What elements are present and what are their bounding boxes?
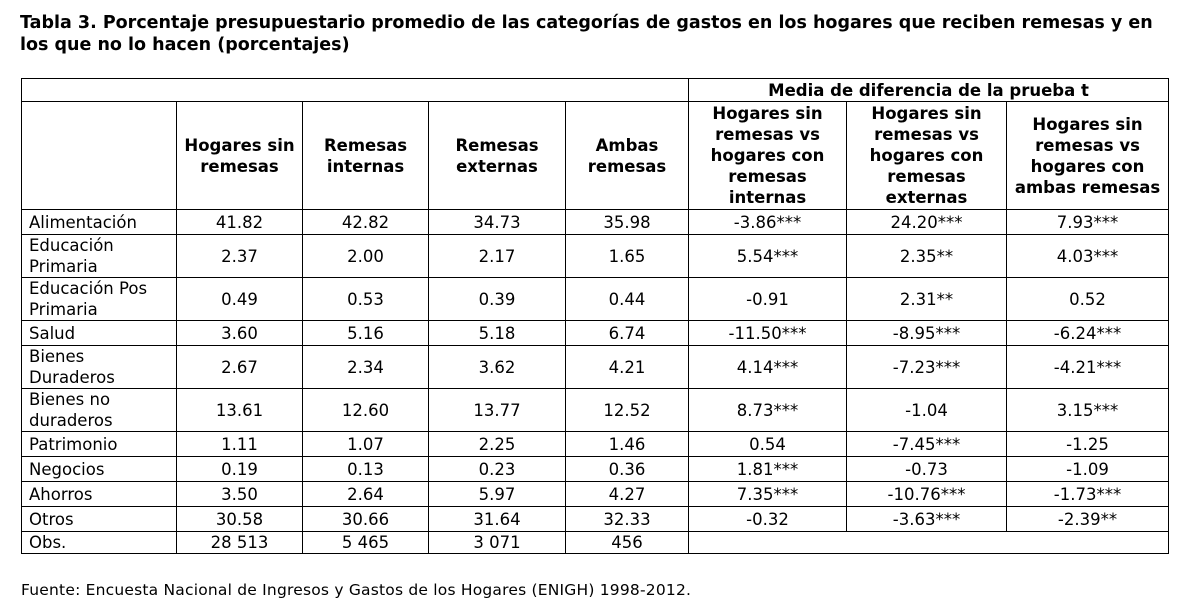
table-title: Tabla 3. Porcentaje presupuestario promedio de las categorías de gastos en los hogares que reciben remesas y en los que no lo hacen (porcentajes) xyxy=(20,13,1153,55)
obs-row xyxy=(22,532,1169,554)
table-cell: 1.81*** xyxy=(689,457,847,482)
table-cell: 2.31** xyxy=(847,278,1007,321)
column-header: Ambas remesas xyxy=(566,102,689,210)
table-cell: -1.04 xyxy=(847,389,1007,432)
table-cell: -0.91 xyxy=(689,278,847,321)
table-cell: 0.44 xyxy=(566,278,689,321)
table-cell: 41.82 xyxy=(177,210,303,235)
table-cell: 0.53 xyxy=(303,278,429,321)
column-header: Hogares sin remesas vs hogares con ambas remesas xyxy=(1007,102,1169,210)
table-cell: 30.58 xyxy=(177,507,303,532)
column-header: Remesas externas xyxy=(429,102,566,210)
row-label: Obs. xyxy=(22,532,177,554)
table-cell: 6.74 xyxy=(566,321,689,346)
table-cell: 3 071 xyxy=(429,532,566,554)
column-header: Hogares sin remesas vs hogares con remesas internas xyxy=(689,102,847,210)
table-cell: -11.50*** xyxy=(689,321,847,346)
row-label: Patrimonio xyxy=(22,432,177,457)
table-cell: 5 465 xyxy=(303,532,429,554)
table-cell: 28 513 xyxy=(177,532,303,554)
table-row xyxy=(22,210,1169,235)
table-cell: 5.54*** xyxy=(689,235,847,278)
table-cell: -7.45*** xyxy=(847,432,1007,457)
table-row xyxy=(22,389,1169,432)
table-cell: -1.25 xyxy=(1007,432,1169,457)
table-cell: 3.15*** xyxy=(1007,389,1169,432)
table-cell: 12.60 xyxy=(303,389,429,432)
column-header-row xyxy=(22,102,1169,210)
table-cell: 3.50 xyxy=(177,482,303,507)
table-cell: 5.97 xyxy=(429,482,566,507)
group-header-row xyxy=(22,79,1169,102)
table-cell: 4.03*** xyxy=(1007,235,1169,278)
table-cell: 34.73 xyxy=(429,210,566,235)
table-cell: 2.17 xyxy=(429,235,566,278)
table-cell: 2.37 xyxy=(177,235,303,278)
table-cell: -3.86*** xyxy=(689,210,847,235)
table-cell: 3.62 xyxy=(429,346,566,389)
table-cell: 5.16 xyxy=(303,321,429,346)
corner-cell xyxy=(22,102,177,210)
row-label: Bienes Duraderos xyxy=(22,346,177,389)
table-cell: 0.13 xyxy=(303,457,429,482)
table-cell: 4.27 xyxy=(566,482,689,507)
row-label: Negocios xyxy=(22,457,177,482)
table-cell: 0.52 xyxy=(1007,278,1169,321)
table-row xyxy=(22,457,1169,482)
table-cell: 8.73*** xyxy=(689,389,847,432)
table-body xyxy=(22,210,1169,532)
table-row xyxy=(22,482,1169,507)
table-cell: 2.25 xyxy=(429,432,566,457)
table-cell: -7.23*** xyxy=(847,346,1007,389)
empty-cell xyxy=(689,532,1169,554)
table-cell: 0.19 xyxy=(177,457,303,482)
table-cell: 2.35** xyxy=(847,235,1007,278)
table-cell: 42.82 xyxy=(303,210,429,235)
row-label: Ahorros xyxy=(22,482,177,507)
table-cell: 1.46 xyxy=(566,432,689,457)
table-cell: 1.65 xyxy=(566,235,689,278)
column-header: Hogares sin remesas vs hogares con remesas externas xyxy=(847,102,1007,210)
row-label: Salud xyxy=(22,321,177,346)
table-cell: 3.60 xyxy=(177,321,303,346)
column-header: Remesas internas xyxy=(303,102,429,210)
table-cell: -2.39** xyxy=(1007,507,1169,532)
table-cell: 2.67 xyxy=(177,346,303,389)
table-cell: 1.07 xyxy=(303,432,429,457)
table-cell: 0.36 xyxy=(566,457,689,482)
table-cell: 2.00 xyxy=(303,235,429,278)
blank-header-cell xyxy=(22,79,689,102)
table-cell: 4.21 xyxy=(566,346,689,389)
source-note: Fuente: Encuesta Nacional de Ingresos y Gastos de los Hogares (ENIGH) 1998-2012. xyxy=(21,581,692,599)
table-cell: -10.76*** xyxy=(847,482,1007,507)
table-cell: 2.34 xyxy=(303,346,429,389)
row-label: Bienes no duraderos xyxy=(22,389,177,432)
table-cell: 0.54 xyxy=(689,432,847,457)
table-cell: 2.64 xyxy=(303,482,429,507)
table-cell: 0.49 xyxy=(177,278,303,321)
table-row xyxy=(22,346,1169,389)
table-cell: -3.63*** xyxy=(847,507,1007,532)
table-cell: 4.14*** xyxy=(689,346,847,389)
row-label: Educación Pos Primaria xyxy=(22,278,177,321)
table-cell: 1.11 xyxy=(177,432,303,457)
table-cell: 456 xyxy=(566,532,689,554)
table-cell: 0.23 xyxy=(429,457,566,482)
table-cell: -4.21*** xyxy=(1007,346,1169,389)
table-cell: -1.09 xyxy=(1007,457,1169,482)
column-header: Hogares sin remesas xyxy=(177,102,303,210)
table-row xyxy=(22,235,1169,278)
table-cell: -8.95*** xyxy=(847,321,1007,346)
table-cell: 13.61 xyxy=(177,389,303,432)
table-cell: 7.93*** xyxy=(1007,210,1169,235)
table-row xyxy=(22,507,1169,532)
table-row xyxy=(22,278,1169,321)
table-cell: 13.77 xyxy=(429,389,566,432)
table-cell: 30.66 xyxy=(303,507,429,532)
row-label: Educación Primaria xyxy=(22,235,177,278)
table-cell: 5.18 xyxy=(429,321,566,346)
table-cell: 7.35*** xyxy=(689,482,847,507)
table-cell: 24.20*** xyxy=(847,210,1007,235)
table-cell: 35.98 xyxy=(566,210,689,235)
row-label: Otros xyxy=(22,507,177,532)
table-cell: 31.64 xyxy=(429,507,566,532)
row-label: Alimentación xyxy=(22,210,177,235)
table-cell: -1.73*** xyxy=(1007,482,1169,507)
table-cell: -0.32 xyxy=(689,507,847,532)
data-table xyxy=(21,78,1169,554)
table-cell: 12.52 xyxy=(566,389,689,432)
table-cell: 32.33 xyxy=(566,507,689,532)
table-cell: -0.73 xyxy=(847,457,1007,482)
table-row xyxy=(22,321,1169,346)
group-header: Media de diferencia de la prueba t xyxy=(689,79,1169,102)
table-cell: -6.24*** xyxy=(1007,321,1169,346)
table-cell: 0.39 xyxy=(429,278,566,321)
table-row xyxy=(22,432,1169,457)
